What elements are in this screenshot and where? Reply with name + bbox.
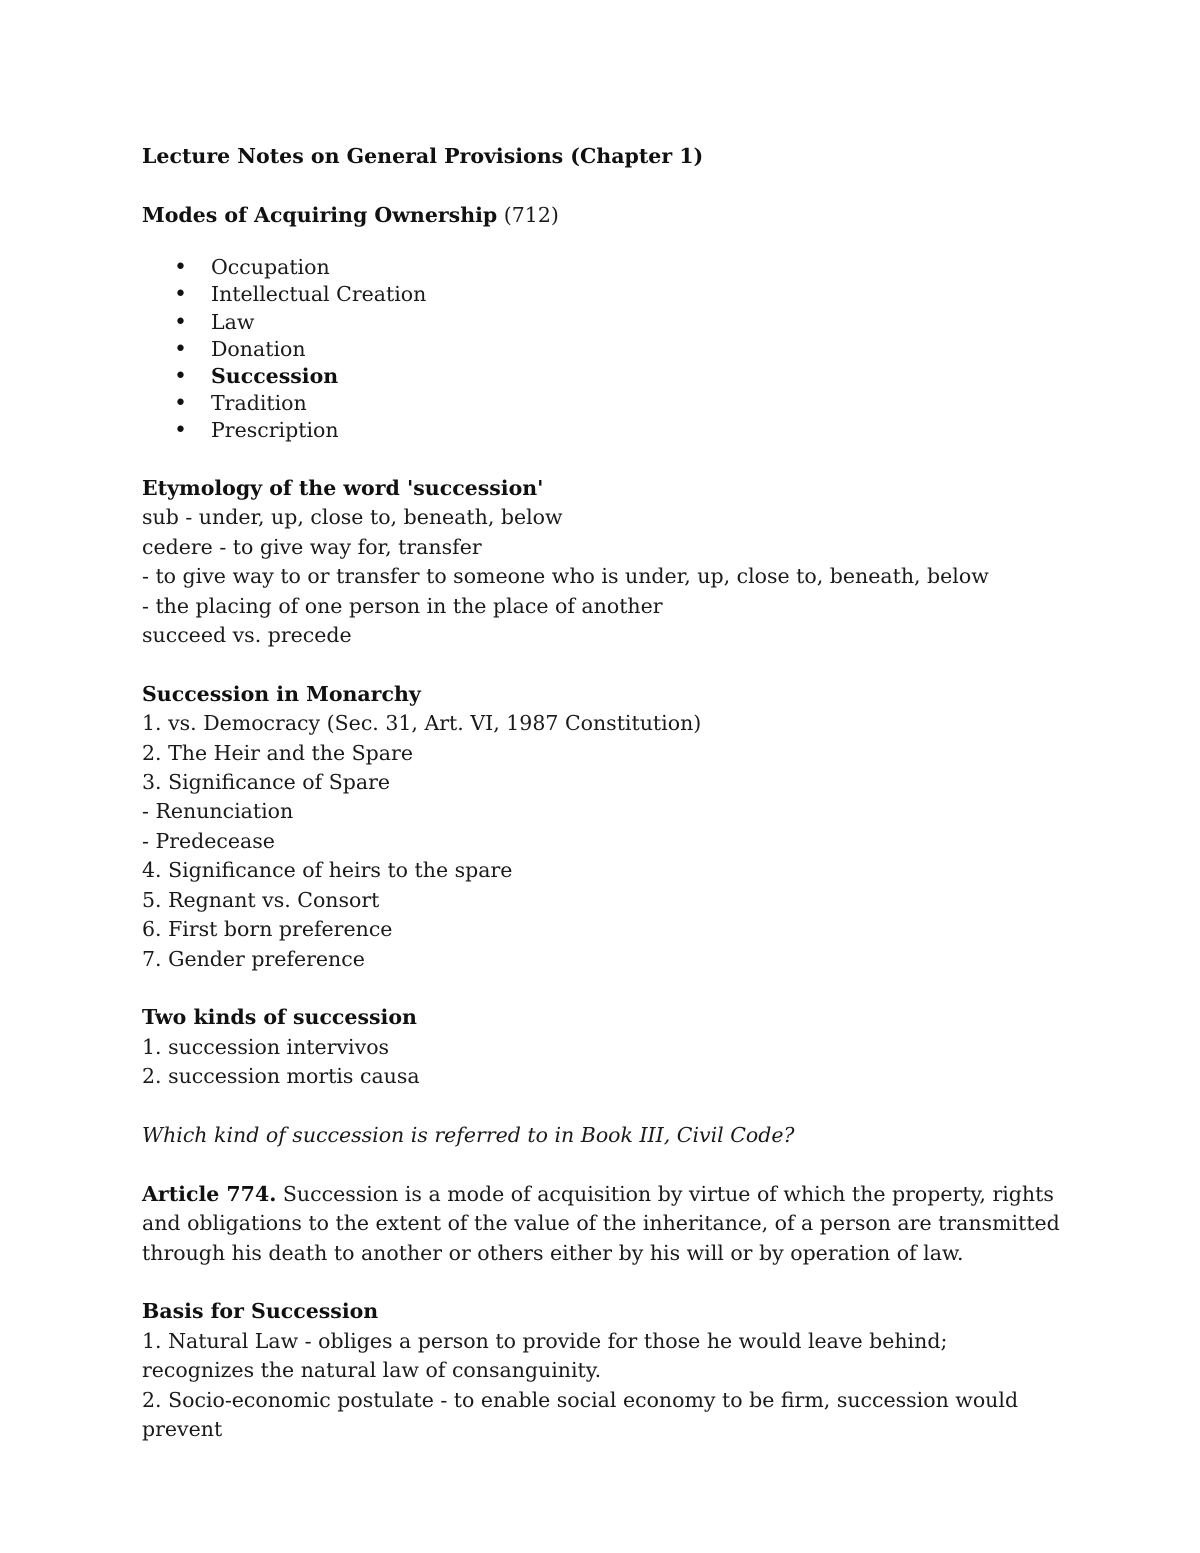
monarchy-line: 2. The Heir and the Spare	[142, 740, 413, 765]
etymology-line: succeed vs. precede	[142, 623, 352, 648]
article-text: Succession is a mode of acquisition by virtue of which the property, rights and obligations to the extent of the value of the inheritance, of a person are transmitted through his death to another or others either by his will or by operation of law.	[142, 1181, 1060, 1265]
monarchy-line: 1. vs. Democracy (Sec. 31, Art. VI, 1987 Constitution)	[142, 711, 702, 736]
monarchy-line: - Renunciation	[142, 799, 294, 824]
kinds-line: 2. succession mortis causa	[142, 1064, 420, 1089]
modes-heading: Modes of Acquiring Ownership	[142, 202, 498, 227]
modes-list	[142, 254, 1062, 444]
list-item	[174, 363, 1062, 390]
etymology-line: cedere - to give way for, transfer	[142, 534, 482, 559]
list-item	[174, 390, 1062, 417]
modes-article-ref: (712)	[497, 202, 559, 227]
spacer	[142, 1268, 1062, 1297]
monarchy-line: 7. Gender preference	[142, 946, 365, 971]
list-item-label: Law	[211, 309, 255, 334]
modes-heading-line	[142, 201, 1062, 230]
basis-line: 2. Socio-economic postulate - to enable social economy to be firm, succession would prevent	[142, 1387, 1019, 1441]
spacer	[142, 974, 1062, 1003]
article-paragraph	[142, 1180, 1062, 1268]
spacer	[142, 171, 1062, 200]
list-item-label: Occupation	[211, 255, 330, 280]
list-item	[174, 281, 1062, 308]
spacer	[142, 230, 1062, 254]
list-item	[174, 417, 1062, 444]
list-item-label: Succession	[211, 364, 339, 389]
spacer	[142, 650, 1062, 679]
etymology-line: - the placing of one person in the place of another	[142, 593, 663, 618]
monarchy-line: 4. Significance of heirs to the spare	[142, 858, 513, 883]
monarchy-line: 5. Regnant vs. Consort	[142, 887, 380, 912]
list-item-label: Prescription	[211, 418, 339, 443]
document-page	[142, 142, 1062, 1444]
monarchy-line: 6. First born preference	[142, 917, 393, 942]
etymology-line: - to give way to or transfer to someone who is under, up, close to, beneath, below	[142, 564, 989, 589]
monarchy-line: - Predecease	[142, 828, 275, 853]
etymology-heading: Etymology of the word 'succession'	[142, 476, 544, 501]
spacer	[142, 1092, 1062, 1121]
spacer	[142, 1150, 1062, 1179]
list-item	[174, 309, 1062, 336]
list-item-label: Tradition	[211, 391, 307, 416]
document-title: Lecture Notes on General Provisions (Chapter 1)	[142, 144, 704, 168]
basis-line: 1. Natural Law - obliges a person to provide for those he would leave behind; recognizes the natural law of consanguinity.	[142, 1328, 948, 1383]
list-item	[174, 254, 1062, 281]
article-label: Article 774.	[142, 1181, 277, 1206]
spacer	[142, 445, 1062, 474]
kinds-heading: Two kinds of succession	[142, 1005, 417, 1030]
etymology-line: sub - under, up, close to, beneath, below	[142, 505, 563, 530]
basis-heading: Basis for Succession	[142, 1299, 379, 1324]
monarchy-line: 3. Significance of Spare	[142, 770, 391, 795]
monarchy-heading: Succession in Monarchy	[142, 681, 421, 706]
kinds-line: 1. succession intervivos	[142, 1034, 390, 1059]
list-item	[174, 336, 1062, 363]
question-text: Which kind of succession is referred to in Book III, Civil Code?	[142, 1122, 795, 1147]
list-item-label: Intellectual Creation	[211, 282, 427, 307]
list-item-label: Donation	[211, 336, 306, 361]
